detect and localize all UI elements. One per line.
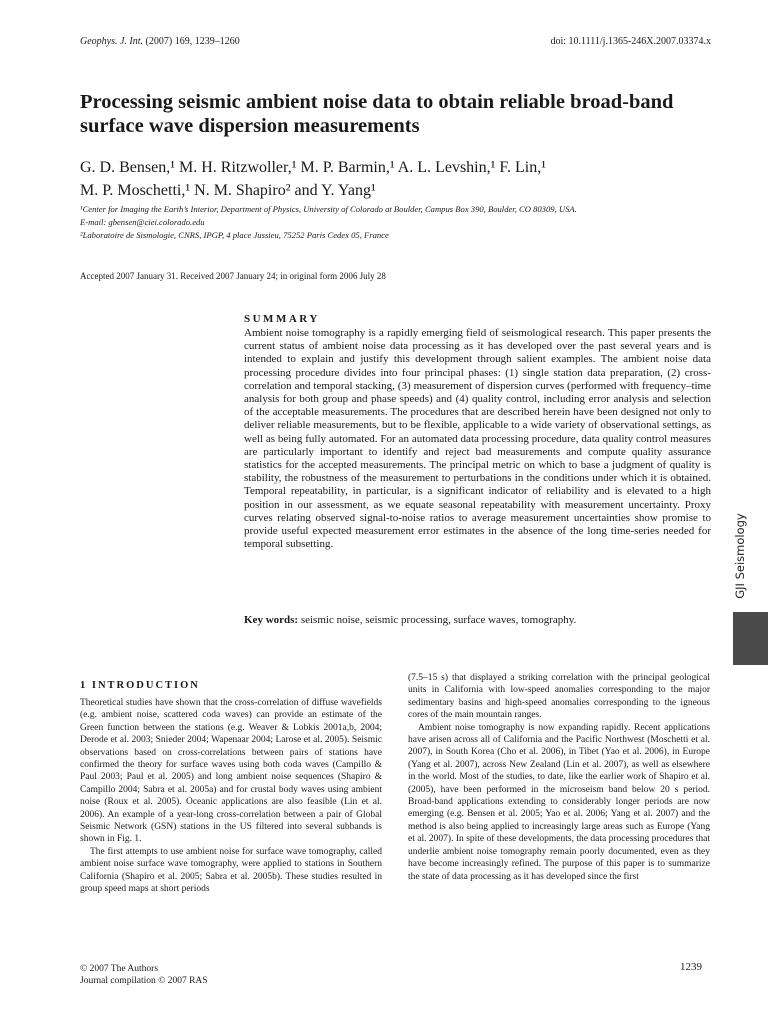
intro-paragraph-2: The first attempts to use ambient noise for surface wave tomography, called ambient noise surface wave tomography, were applied to stations in Southern California (Shapiro et al. 2005; Sabra et al. 2005b). These studies resulted in group speed maps at short periods bbox=[80, 846, 382, 895]
keywords bbox=[244, 614, 711, 626]
page-number: 1239 bbox=[680, 961, 702, 973]
copyright-line-1: © 2007 The Authors bbox=[80, 964, 159, 974]
copyright-footer bbox=[80, 963, 208, 987]
section-side-label bbox=[722, 492, 752, 632]
journal-name: Geophys. J. Int. bbox=[80, 36, 144, 47]
doi[interactable]: doi: 10.1111/j.1365-246X.2007.03374.x bbox=[550, 36, 711, 47]
right-column bbox=[408, 672, 710, 883]
summary-heading: SUMMARY bbox=[244, 313, 320, 325]
summary-text: Ambient noise tomography is a rapidly emerging field of seismological research. This paper presents the current status of ambient noise data processing as it has developed over the past several years and is intended to explain and justify this development through salient examples. The ambient noise data processing procedure divides into four principal phases: (1) single station data preparation, (2) cross-correlation and temporal stacking, (3) measurement of dispersion curves (performed with frequency–time analysis for both group and phase speeds) and (4) quality control, including error analysis and selection of the acceptable measurements. The procedures that are described herein have been designed not only to deliver reliable measurements, but to be flexible, applicable to a wide variety of observational settings, as well as being fully automated. For an automated data processing procedure, data quality control measures are particularly important to identify and reject bad measurements and compute quality assurance statistics for the accepted measurements. The principal metric on which to base a judgment of quality is stability, the robustness of the measurement to perturbations in the conditions under which it is obtained. Temporal repeatability, in particular, is a significant indicator of reliability and is elevated to a high position in our assessment, as we equate seasonal repeatability with measurement uncertainty. Proxy curves relating observed signal-to-noise ratios to average measurement uncertainties show promise to provide useful expected measurement error estimates in the absence of the long time-series needed for temporal subsetting. bbox=[244, 327, 711, 551]
intro-paragraph-2-continued: (7.5–15 s) that displayed a striking correlation with the principal geological units in California with low-speed anomalies corresponding to the major sedimentary basins and high-speed anomalies corresponding to the igneous cores of the main mountain ranges. bbox=[408, 673, 710, 721]
author-email[interactable]: E-mail: gbensen@ciei.colorado.edu bbox=[80, 217, 205, 227]
authors-line-2: M. P. Moschetti,¹ N. M. Shapiro² and Y. Yang¹ bbox=[80, 182, 376, 199]
authors-line-1: G. D. Bensen,¹ M. H. Ritzwoller,¹ M. P. Barmin,¹ A. L. Levshin,¹ F. Lin,¹ bbox=[80, 159, 547, 176]
author-list bbox=[80, 156, 720, 202]
side-label-text: GJI Seismology bbox=[733, 513, 747, 599]
intro-paragraph-3: Ambient noise tomography is now expanding rapidly. Recent applications have arisen across all of California and the Pacific Northwest (Moschetti et al. 2007), in South Korea (Cho et al. 2006), in Tibet (Yao et al. 2006), in Europe (Yang et al. 2007), across New Zealand (Lin et al. 2007), as well as elsewhere in the world. Most of the studies, to date, like the earlier work of Shapiro et al. (2005), have been performed in the microseism band below 20 s period. Broad-band applications extending to considerably longer periods are now emerging (e.g. Bensen et al. 2005; Yao et al. 2006; Yang et al. 2007) and the method is also being applied to increasingly large areas such as Europe (Yang et al. 2007). In spite of these developments, the data processing procedures that underlie ambient noise tomography remain poorly documented, even as they have become increasingly refined. The purpose of this paper is to summarize the state of data processing as it has developed since the first bbox=[408, 722, 710, 882]
intro-paragraph-1: Theoretical studies have shown that the cross-correlation of diffuse wavefields (e.g. ambient noise, scattered coda waves) can provide an estimate of the Green function between the stations (e.g. Weaver & Lobkis 2001a,b, 2004; Derode et al. 2003; Snieder 2004; Wapenaar 2004; Larose et al. 2005). Seismic observations based on cross-correlations between pairs of stations have confirmed the theory for surface waves using both coda waves (Campillo & Paul 2003; Paul et al. 2005) and long ambient noise sequences (Shapiro & Campillo 2004; Sabra et al. 2005a) and for crustal body waves using ambient noise (Roux et al. 2005). Oceanic applications are also feasible (Lin et al. 2006). An example of a year-long cross-correlation between a pair of Global Seismic Network (GSN) stations in the US filtered into several subbands is shown in Fig. 1. bbox=[80, 698, 382, 845]
left-column bbox=[80, 697, 382, 896]
keywords-list: seismic noise, seismic processing, surface waves, tomography. bbox=[300, 614, 577, 626]
publication-dates: Accepted 2007 January 31. Received 2007 January 24; in original form 2006 July 28 bbox=[80, 271, 386, 281]
keywords-label: Key words: bbox=[244, 614, 299, 626]
affiliation-2: ²Laboratoire de Sismologie, CNRS, IPGP, 4 place Jussieu, 75252 Paris Cedex 05, France bbox=[80, 230, 389, 240]
introduction-heading: 1 INTRODUCTION bbox=[80, 680, 200, 691]
affiliation-1: ¹Center for Imaging the Earth’s Interior, Department of Physics, University of Colorado at Boulder, Campus Box 390, Boulder, CO 80309, USA. bbox=[80, 204, 577, 214]
copyright-line-2: Journal compilation © 2007 RAS bbox=[80, 976, 208, 987]
section-marker-block bbox=[733, 612, 768, 665]
citation-info: (2007) 169, 1239–1260 bbox=[145, 36, 240, 47]
paper-title: Processing seismic ambient noise data to obtain reliable broad-band surface wave dispersion measurements bbox=[80, 91, 674, 137]
journal-citation bbox=[80, 36, 240, 47]
